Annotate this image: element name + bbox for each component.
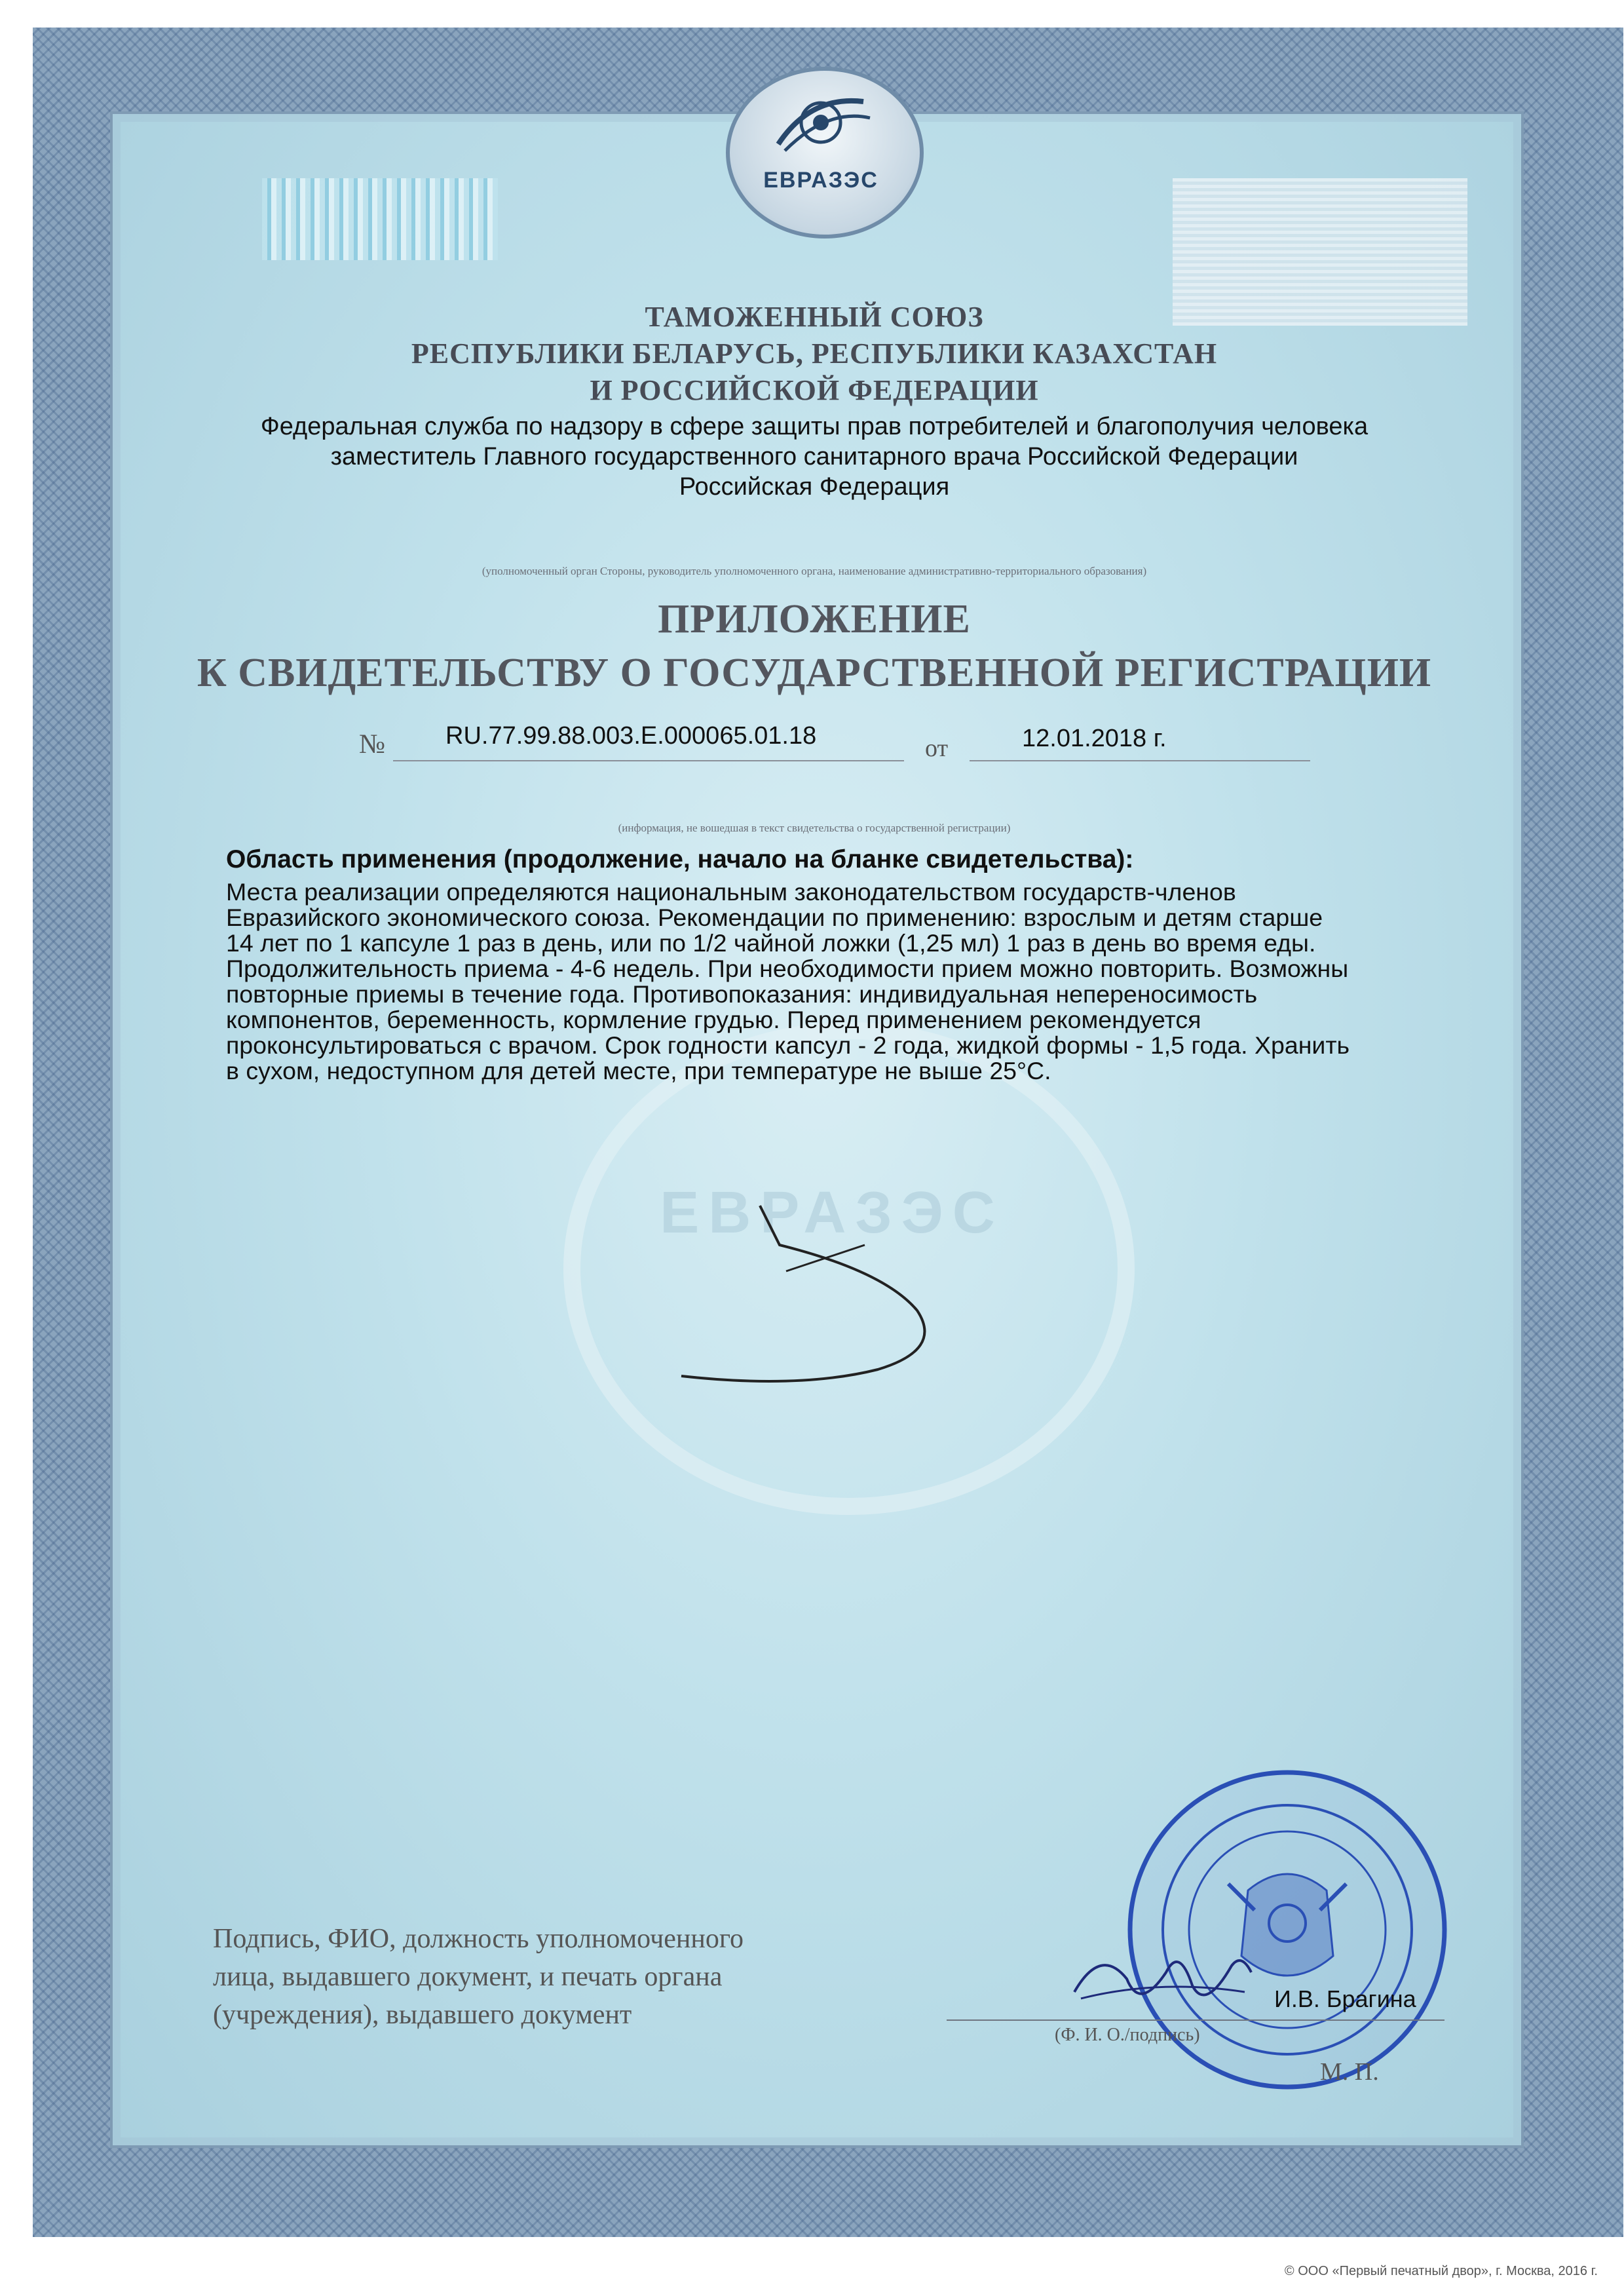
official-seal [1117, 1759, 1458, 2100]
stamp-place-label: М. П. [1320, 2058, 1379, 2086]
hologram-sticker [262, 178, 498, 260]
date-underline [970, 760, 1310, 761]
watermark-label: ЕВРАЗЭС [660, 1180, 1004, 1246]
registration-hint: (информация, не вошедшая в текст свидетельства о государственной регистрации) [618, 822, 1011, 834]
authority-line3: Российская Федерация [679, 473, 950, 501]
signature-hint: (Ф. И. О./подпись) [1055, 2025, 1200, 2045]
document-subtitle: К СВИДЕТЕЛЬСТВУ О ГОСУДАРСТВЕННОЙ РЕГИСТРАЦИИ [197, 651, 1432, 695]
registration-number: RU.77.99.88.003.E.000065.01.18 [445, 722, 817, 750]
emblem-label: ЕВРАЗЭС [763, 168, 878, 193]
number-underline [393, 760, 904, 761]
number-label: № [359, 729, 386, 759]
signer-name: И.В. Брагина [1274, 1985, 1416, 2012]
signature-line [947, 2019, 1445, 2021]
printer-note: © ООО «Первый печатный двор», г. Москва, 2016 г. [1284, 2264, 1598, 2278]
date-label: от [925, 735, 949, 762]
dash-signature-mark [668, 1199, 943, 1396]
authority-hint: (уполномоченный орган Стороны, руководитель уполномоченного органа, наименование административно-территориального образования) [482, 565, 1147, 577]
document-title: ПРИЛОЖЕНИЕ [658, 597, 971, 641]
section-body: Места реализации определяются национальным законодательством государств-членов Евразийского экономического союза. Рекомендации по применению: взрослым и детям старше 14 лет по 1 капсуле 1 раз в день, или по 1/2 чайной ложки (1,25 мл) 1 раз в день во время еды. Продолжительность приема - 4-6 недель. При необходимости прием можно повторить. Возможны повторные приемы в течение года. Противопоказания: индивидуальная непереносимость компонентов, беременность, кормление грудью. Перед применением рекомендуется проконсультироваться с врачом. Срок годности капсул - 2 года, жидкой формы - 1,5 года. Хранить в сухом, недоступном для детей месте, при температуре не выше 25°С. [226, 878, 1350, 1084]
union-title-line1: ТАМОЖЕННЫЙ СОЮЗ [645, 301, 984, 333]
authority-line1: Федеральная служба по надзору в сфере защиты прав потребителей и благополучия человека [260, 413, 1369, 440]
registration-date: 12.01.2018 г. [1022, 725, 1167, 752]
union-title-line2: РЕСПУБЛИКИ БЕЛАРУСЬ, РЕСПУБЛИКИ КАЗАХСТАН [411, 337, 1218, 370]
section-title: Область применения (продолжение, начало на бланке свидетельства): [226, 845, 1134, 873]
union-title-line3: И РОССИЙСКОЙ ФЕДЕРАЦИИ [590, 374, 1039, 406]
signature-caption: Подпись, ФИО, должность уполномоченного лица, выдавшего документ, и печать органа (учреждения), выдавшего документ [213, 1924, 744, 2030]
handwritten-signature [1061, 1933, 1258, 2025]
eurasec-logo-icon [765, 82, 877, 164]
authority-line2: заместитель Главного государственного санитарного врача Российской Федерации [330, 443, 1298, 470]
